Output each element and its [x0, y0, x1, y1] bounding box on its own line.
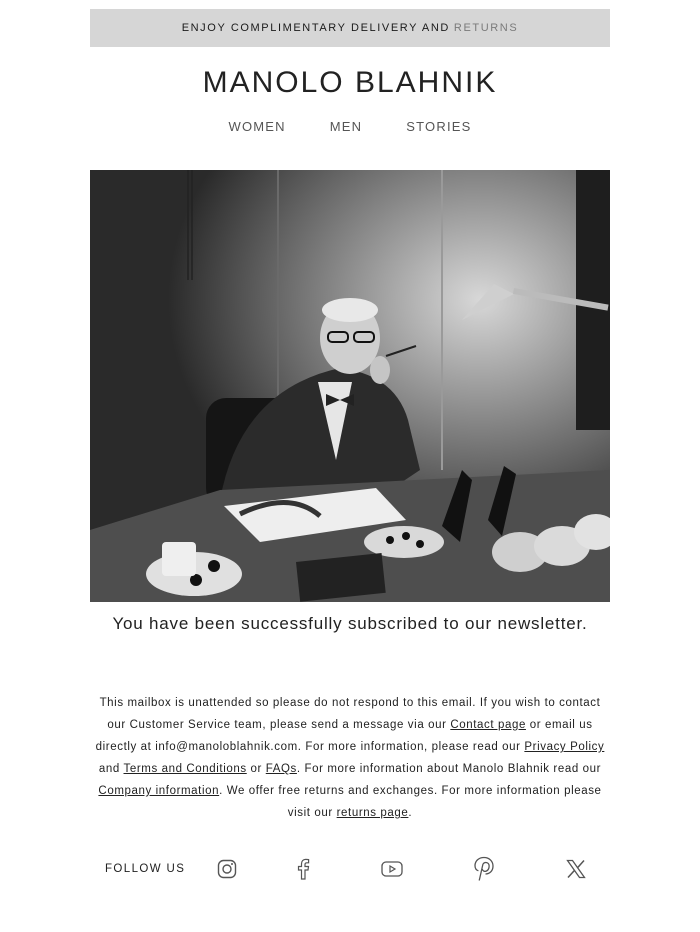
- social-follow: [90, 854, 610, 884]
- info-text-4: or: [246, 763, 266, 775]
- youtube-icon[interactable]: [381, 861, 403, 877]
- x-icon[interactable]: [566, 859, 586, 879]
- facebook-icon[interactable]: [296, 858, 310, 880]
- promo-banner: [90, 9, 610, 47]
- brand-logo[interactable]: MANOLO BLAHNIK: [202, 66, 498, 99]
- banner-text: ENJOY COMPLIMENTARY DELIVERY AND: [181, 22, 450, 34]
- nav-item-stories[interactable]: STORIES: [406, 119, 472, 134]
- subscription-confirmation: You have been successfully subscribed to our newsletter.: [112, 614, 588, 633]
- faqs-link[interactable]: FAQs: [265, 763, 297, 775]
- info-text-6: . We offer free returns and exchanges. For more information please visit our: [219, 785, 602, 819]
- info-text-2: or email us directly at info@manoloblahnik.com. For more information, please read our: [95, 719, 593, 753]
- info-text-7: .: [408, 807, 413, 819]
- contact-page-link[interactable]: Contact page: [450, 719, 526, 731]
- banner-returns-link[interactable]: RETURNS: [453, 22, 519, 34]
- info-text-3: and: [98, 763, 124, 775]
- info-paragraph: [90, 692, 610, 824]
- info-text-1: This mailbox is unattended so please do not respond to this email. If you wish to contact our Customer Service team, please send a message via our: [99, 697, 601, 731]
- pinterest-icon[interactable]: [473, 856, 495, 882]
- nav-item-women[interactable]: WOMEN: [228, 119, 286, 134]
- instagram-icon[interactable]: [217, 859, 237, 879]
- email-container: [90, 9, 610, 884]
- social-links: [217, 856, 586, 882]
- follow-us-label: FOLLOW US: [105, 863, 186, 875]
- hero-photo-illustration: [90, 170, 610, 602]
- privacy-policy-link[interactable]: Privacy Policy: [524, 741, 605, 753]
- hero-image[interactable]: [90, 170, 610, 602]
- company-info-link[interactable]: Company information: [98, 785, 220, 797]
- returns-page-link[interactable]: returns page: [336, 807, 409, 819]
- nav-item-men[interactable]: MEN: [329, 119, 363, 134]
- terms-link[interactable]: Terms and Conditions: [123, 763, 247, 775]
- main-nav: [90, 119, 610, 134]
- info-text-5: . For more information about Manolo Blahnik read our: [296, 763, 602, 775]
